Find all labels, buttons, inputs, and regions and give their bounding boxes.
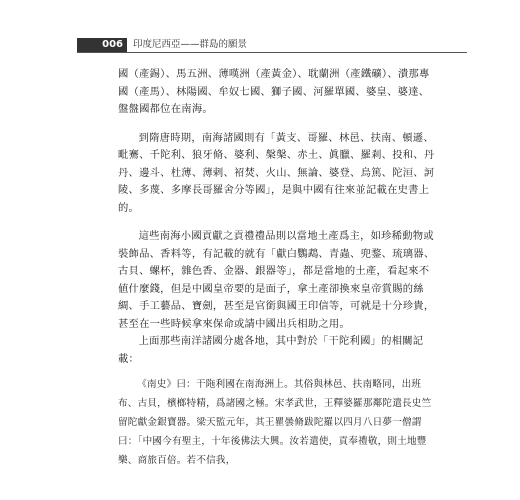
quotation-text: 《南史》曰：干陁利國在南海洲上。其俗與林邑、扶南略同，出班布、古貝，檳榔特精，爲諸國之極。宋孝武世，王釋婆羅那鄰陀遣長史竺留陀獻金銀寶器。梁天監元年，其王瞿曇脩跋陀羅以四月八日夢一僧謂曰：「中國今有聖主，十年後佛法大興。汝若遣使，貢奉禮敬，則土地豐樂、商旅百倍。若不信我， xyxy=(118,379,432,466)
header-rule xyxy=(77,52,467,53)
running-title: 印度尼西亞——群島的願景 xyxy=(133,39,248,50)
paragraph-4: 上面那些南洋諸國分處各地，其中對於「干陀利國」的相關記載： xyxy=(118,335,424,365)
paragraph-2: 到隋唐時期，南海諸國則有「黃支、哥羅、林邑、扶南、頓遜、毗騫、千陀利、狼牙脩、婆利、槃槃、赤土、眞臘、羅剎、投和、丹丹、邊斗、杜薄、薄剌、袑焚、火山、無論、婆登、烏篤、陀洹、訶陵、多蔑、多摩長哥羅舍分等國」，是與中國有往來並記載在史書上的。 xyxy=(118,131,435,214)
paragraph-1: 國（產錫）、馬五洲、薄嘆洲（產黃金）、耽蘭洲（產鐵礦）、潰那專國（產馬）、林陽國、牟奴七國、獅子國、河羅單國、婆皇、婆達、盤盤國都位在南海。 xyxy=(118,68,430,115)
quotation-block xyxy=(118,375,438,470)
paragraph-3: 這些南海小國貢獻之貢禮禮品則以當地土產爲主，如珍稀動物或裝飾品、香料等，有記載的就有「獻白鸚鵡、青蟲、兜鍪、琉璃器、古貝、螺杯，雜色香、金器、銀器等」，都是當地的土產，看起來不値什麼錢，但是中國皇帝要的是面子，拿土產卻換來皇帝賞賜的絲綢、手工藝品、寶劍，甚至是官銜與國王印信等，可就是十分珍貴，甚至在一些時候拿來保命或請中國出兵相助之用。 xyxy=(118,230,435,330)
page-number: 006 xyxy=(102,39,123,50)
body-text xyxy=(118,66,438,368)
page-header xyxy=(77,38,467,52)
